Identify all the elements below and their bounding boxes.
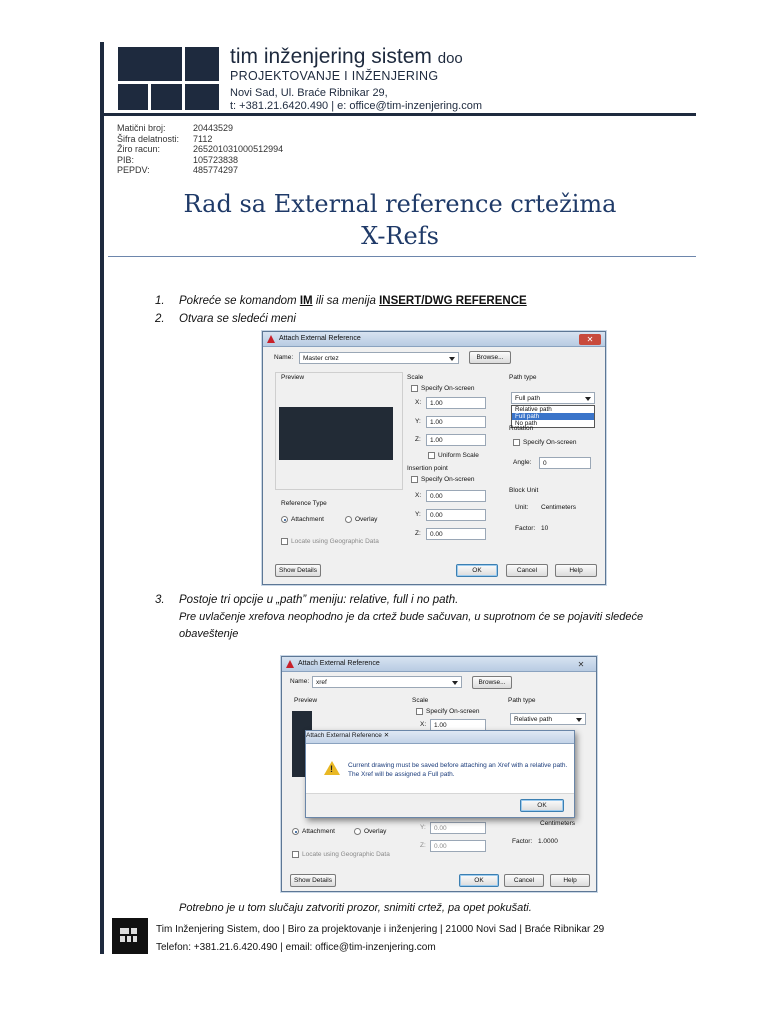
scale-specify-checkbox[interactable] (416, 708, 423, 715)
path-type-select[interactable]: Full path (511, 392, 595, 404)
page-subtitle: X-Refs (361, 222, 439, 250)
scale-specify-checkbox[interactable] (411, 385, 418, 392)
close-icon[interactable]: ✕ (579, 334, 601, 345)
dialog-titlebar: Attach External Reference ✕ (282, 657, 596, 672)
close-icon[interactable]: ✕ (383, 732, 390, 739)
insertion-z-input[interactable]: 0.00 (430, 840, 486, 852)
warning-ok-button[interactable]: OK (520, 799, 564, 812)
locate-geo-checkbox[interactable] (292, 851, 299, 858)
header-divider (104, 113, 696, 116)
factor-value: 10 (541, 525, 549, 532)
registration-labels: Matični broj: Šifra delatnosti: Žiro racun: PIB: PEPDV: (117, 123, 180, 175)
locate-geo-checkbox[interactable] (281, 538, 288, 545)
footer-logo (112, 918, 148, 954)
preview-thumbnail (279, 407, 393, 460)
attachment-radio[interactable] (281, 516, 288, 523)
page-title: Rad sa External reference crtežima (183, 190, 617, 218)
insertion-specify-checkbox[interactable] (411, 476, 418, 483)
angle-input[interactable]: 0 (539, 457, 591, 469)
autocad-icon (267, 335, 275, 343)
command-im: IM (299, 295, 313, 307)
footer-company-line: Tim Inženjering Sistem, doo | Biro za projektovanje i inženjering | 21000 Novi Sad | Braće Ribnikar 29 (156, 924, 605, 935)
dialog-titlebar: Attach External Reference ✕ (263, 332, 605, 347)
menu-path: INSERT/DWG REFERENCE (379, 295, 527, 307)
unit-value: Centimeters (541, 504, 577, 511)
company-address: Novi Sad, Ul. Braće Ribnikar 29, (230, 87, 388, 99)
show-details-button[interactable]: Show Details (290, 874, 336, 887)
ok-button[interactable]: OK (459, 874, 499, 887)
path-type-select[interactable]: Relative path (510, 713, 586, 725)
scale-x-input[interactable]: 1.00 (426, 397, 486, 409)
browse-button[interactable]: Browse... (469, 351, 511, 364)
warning-titlebar: Attach External Reference ✕ (306, 731, 574, 744)
ok-button[interactable]: OK (456, 564, 498, 577)
path-option-full[interactable]: Full path (512, 413, 594, 420)
insertion-z-input[interactable]: 0.00 (426, 528, 486, 540)
warning-footer (306, 793, 574, 817)
attach-xref-dialog-2: Attach External Reference ✕ Name: xref Browse... Preview Scale Specify On-screen X: 1.00 Path type Relative path Y: 0.00 Z: 0.00 Centimeters Factor: 1.0000 Attachment Overlay Locate using Geographic Data Show Details OK Cancel Help (281, 656, 597, 892)
warning-message: Current drawing must be saved before attaching an Xref with a relative path. The Xref will be assigned a Full path. (348, 762, 568, 778)
rotation-specify-checkbox[interactable] (513, 439, 520, 446)
help-button[interactable]: Help (550, 874, 590, 887)
step-3-note-line-2: obaveštenje (179, 628, 239, 640)
footer-contact-line: Telefon: +381.21.6.420.490 | email: office@tim-inzenjering.com (156, 942, 436, 953)
scale-y-input[interactable]: 1.00 (426, 416, 486, 428)
company-tagline: PROJEKTOVANJE I INŽENJERING (230, 69, 439, 83)
browse-button[interactable]: Browse... (472, 676, 512, 689)
save-warning-dialog (305, 730, 575, 818)
overlay-radio[interactable] (354, 828, 361, 835)
title-divider (108, 256, 696, 257)
insertion-y-input[interactable]: 0.00 (426, 509, 486, 521)
warning-icon: ! (324, 761, 340, 775)
insertion-y-input[interactable]: 0.00 (430, 822, 486, 834)
cancel-button[interactable]: Cancel (506, 564, 548, 577)
scale-x-input[interactable]: 1.00 (430, 719, 486, 731)
path-option-relative[interactable]: Relative path (515, 406, 552, 413)
registration-values: 20443529 7112 265201031000512994 105723838 485774297 (193, 123, 284, 175)
step-3-note-line-1: Pre uvlačenje xrefova neophodno je da crtež bude sačuvan, u suprotnom će se pojaviti sledeće (179, 611, 644, 623)
help-button[interactable]: Help (555, 564, 597, 577)
left-border-rule (100, 42, 104, 954)
autocad-icon (286, 660, 294, 668)
path-option-none[interactable]: No path (515, 420, 538, 427)
scale-z-input[interactable]: 1.00 (426, 434, 486, 446)
overlay-radio[interactable] (345, 516, 352, 523)
name-select[interactable]: xref (312, 676, 462, 688)
attachment-radio[interactable] (292, 828, 299, 835)
closing-note: Potrebno je u tom slučaju zatvoriti prozor, snimiti crtež, pa opet pokušati. (179, 902, 532, 914)
close-icon[interactable]: ✕ (577, 660, 585, 669)
cancel-button[interactable]: Cancel (504, 874, 544, 887)
attach-xref-dialog-1: Attach External Reference ✕ Name: Master crtez Browse... Preview Scale Specify On-screen X: 1.00 Y: 1.00 Z: 1.00 Uniform Scale Insertion point Specify On-screen X: 0.00 Y: 0.00 Z: 0.00 Path type Full path Relative path Full path No path Rotation Specify On-screen Angle: 0 Block Unit Unit: Centimeters Factor: 10 Reference Type Attachment Overlay Locate using Geographic Data Show Details OK Cancel Help (262, 331, 606, 585)
name-select[interactable]: Master crtez (299, 352, 459, 364)
uniform-scale-checkbox[interactable] (428, 452, 435, 459)
company-name: tim inženjering sistem doo (230, 45, 463, 68)
company-contacts: t: +381.21.6420.490 | e: office@tim-inzenjering.com (230, 100, 482, 112)
insertion-x-input[interactable]: 0.00 (426, 490, 486, 502)
show-details-button[interactable]: Show Details (275, 564, 321, 577)
